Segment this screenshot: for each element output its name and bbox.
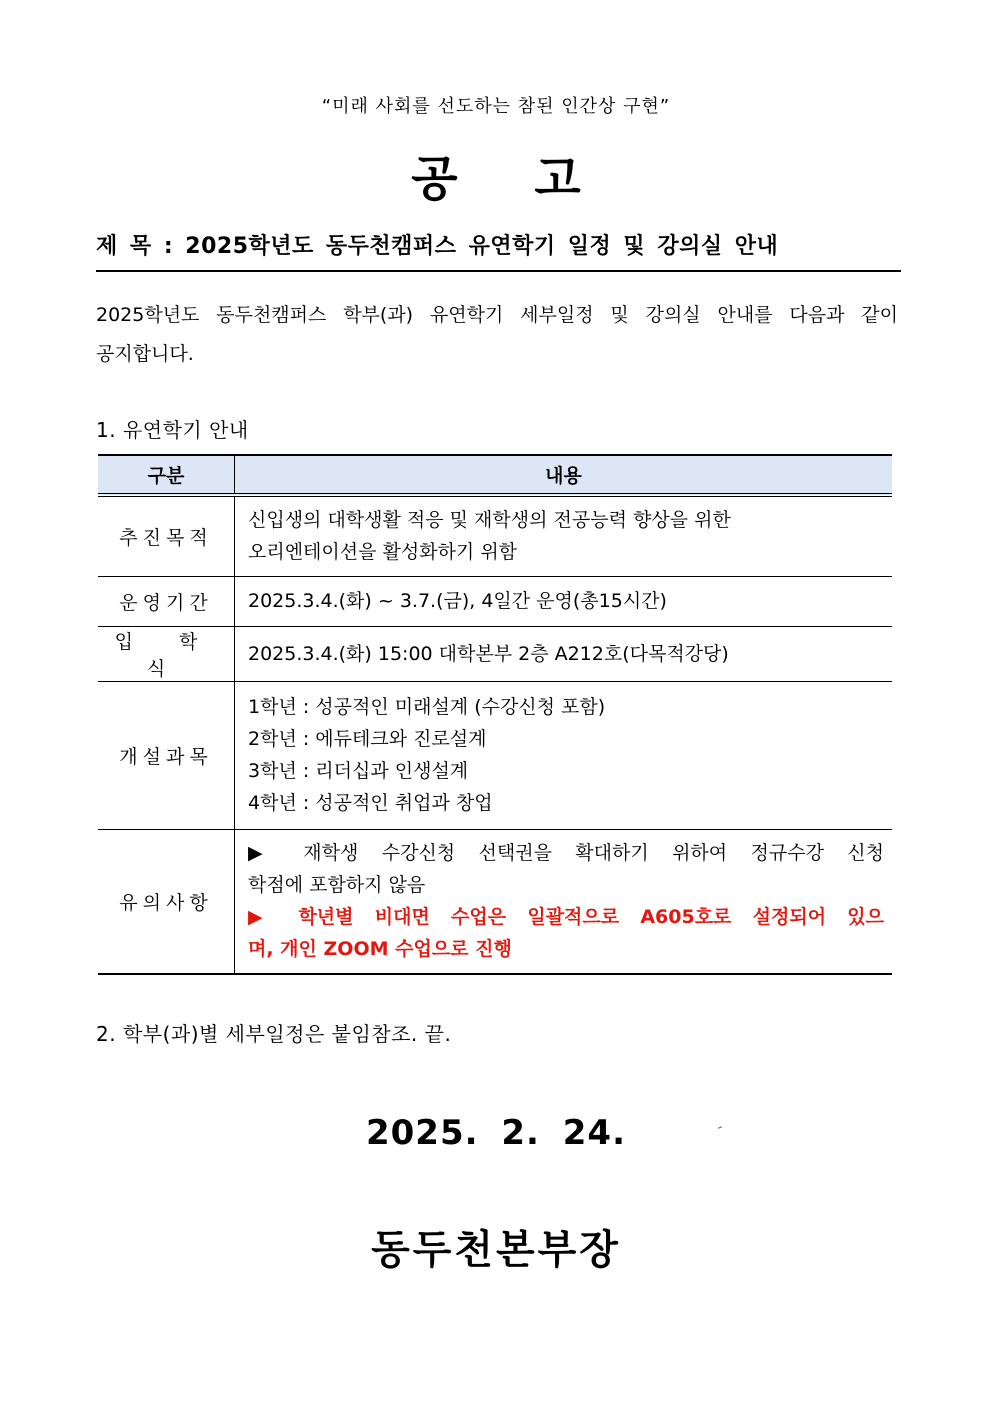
purpose-label: 추진목적 xyxy=(98,495,235,576)
course-year-1: 1학년 : 성공적인 미래설계 (수강신청 포함) xyxy=(248,696,606,718)
notice-date: 2025. 2. 24. xyxy=(365,1113,627,1153)
notes-content xyxy=(235,829,893,974)
period-label: 운영기간 xyxy=(98,576,235,626)
notice-title: 공 고 xyxy=(411,151,581,207)
section-1-heading: 1. 유연학기 안내 xyxy=(96,418,249,442)
course-year-2: 2학년 : 에듀테크와 진로설계 xyxy=(248,728,487,750)
entrance-text: 2025.3.4.(화) 15:00 대학본부 2층 A212호(다목적강당) xyxy=(248,642,729,665)
header-category: 구분 xyxy=(98,455,235,495)
note-2-line-1: ▶ 학년별 비대면 수업은 일괄적으로 A605호로 설정되어 있으 xyxy=(248,906,884,929)
motto: “미래 사회를 선도하는 참된 인간상 구현” xyxy=(321,96,671,117)
entrance-content xyxy=(235,626,893,681)
table-header-row xyxy=(98,455,892,495)
table-row-entrance xyxy=(98,626,892,681)
table-row-purpose xyxy=(98,495,892,576)
course-year-3: 3학년 : 리더십과 인생설계 xyxy=(248,760,469,782)
period-text: 2025.3.4.(화) ~ 3.7.(금), 4일간 운영(총15시간) xyxy=(248,590,667,612)
purpose-line-2: 오리엔테이션을 활성화하기 위함 xyxy=(248,541,518,564)
header-content: 내용 xyxy=(235,455,893,495)
signer-title: 동두천본부장 xyxy=(371,1227,621,1273)
intro-line-2: 공지합니다. xyxy=(96,343,194,365)
course-year-4: 4학년 : 성공적인 취업과 창업 xyxy=(248,792,493,814)
table-row-courses xyxy=(98,681,892,829)
subject-line: 제 목 : 2025학년도 동두천캠퍼스 유연학기 일정 및 강의실 안내 xyxy=(96,234,779,259)
flexible-semester-table xyxy=(98,454,892,975)
courses-label: 개설과목 xyxy=(98,681,235,829)
intro-line-1: 2025학년도 동두천캠퍼스 학부(과) 유연학기 세부일정 및 강의실 안내를 다음과 같이 xyxy=(96,304,898,326)
section-2-text: 2. 학부(과)별 세부일정은 붙임참조. 끝. xyxy=(96,1022,452,1046)
note-1-line-1: ▶ 재학생 수강신청 선택권을 확대하기 위하여 정규수강 신청 xyxy=(248,842,884,865)
purpose-content xyxy=(235,495,893,576)
table-row-notes xyxy=(98,829,892,974)
purpose-line-1: 신입생의 대학생활 적응 및 재학생의 전공능력 향상을 위한 xyxy=(248,509,731,532)
note-2-line-2: 며, 개인 ZOOM 수업으로 진행 xyxy=(248,938,512,961)
period-content xyxy=(235,576,893,626)
table-row-period xyxy=(98,576,892,626)
notes-label: 유의사항 xyxy=(98,829,235,974)
entrance-label: 입 학 식 xyxy=(98,626,235,681)
subject-divider xyxy=(96,270,901,272)
intro-paragraph xyxy=(96,296,898,374)
courses-content xyxy=(235,681,893,829)
note-1-line-2: 학점에 포함하지 않음 xyxy=(248,874,426,897)
